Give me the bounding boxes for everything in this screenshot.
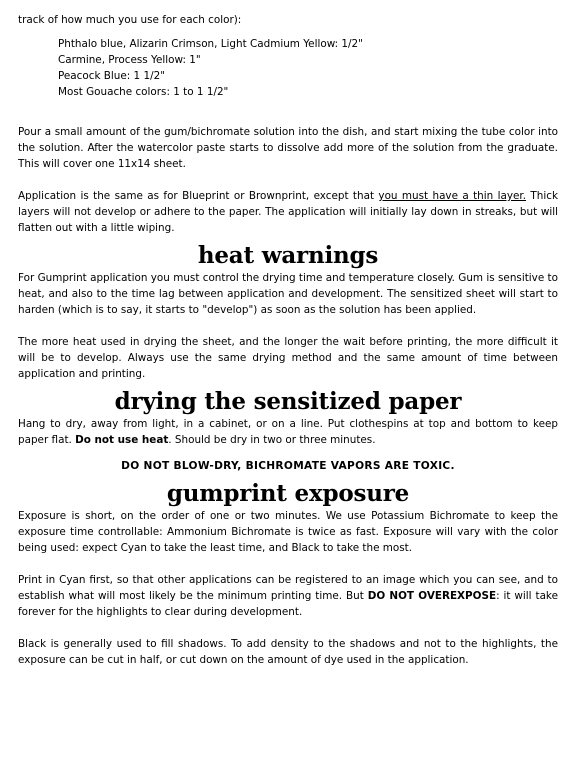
no-heat-emphasis: Do not use heat <box>75 434 169 446</box>
application-text-start: Application is the same as for Blueprint or Brownprint, except that <box>18 190 379 202</box>
application-paragraph <box>18 188 558 236</box>
color-amount-list <box>58 36 558 100</box>
overexpose-emphasis: DO NOT OVEREXPOSE <box>367 590 497 602</box>
mixing-paragraph: Pour a small amount of the gum/bichromate solution into the dish, and start mixing the tube color into the solution. After the watercolor paste starts to dissolve add more of the solution from the graduate. This will cover one 11x14 sheet. <box>18 126 558 170</box>
exposure-paragraph-1: Exposure is short, on the order of one or two minutes. We use Potassium Bichromate to keep the exposure time controllable: Ammonium Bichromate is twice as fast. Exposure will vary with the color being used: expect Cyan to take the least time, and Black to take the most. <box>18 510 558 554</box>
drying-paragraph <box>18 416 558 448</box>
heat-paragraph-1: For Gumprint application you must control the drying time and temperature closely. Gum is sensitive to heat, and also to the time lag between application and development. The sensitized sheet will start to harden (which is to say, it starts to "develop") as soon as the solution has been applied. <box>18 272 558 316</box>
heat-paragraph-2: The more heat used in drying the sheet, and the longer the wait before printing, the more difficult it will be to develop. Always use the same drying method and the same amount of time between application and printing. <box>18 336 558 380</box>
toxic-vapor-warning: DO NOT BLOW-DRY, BICHROMATE VAPORS ARE TOXIC. <box>121 460 455 472</box>
drying-text-start: Hang to dry, away from light, in a cabinet, or on a line. Put clothespins at top and bottom to keep paper flat. <box>18 418 558 446</box>
application-text-end: Thick layers will not develop or adhere to the paper. The application will initially lay down in streaks, but will flatten out with a little wiping. <box>18 190 558 234</box>
intro-line: track of how much you use for each color): <box>18 14 242 26</box>
exposure-heading: gumprint exposure <box>166 480 410 507</box>
color-amount-item: Carmine, Process Yellow: 1" <box>58 54 201 66</box>
color-amount-item: Peacock Blue: 1 1/2" <box>58 70 165 82</box>
color-amount-item: Most Gouache colors: 1 to 1 1/2" <box>58 86 229 98</box>
color-amount-item: Phthalo blue, Alizarin Crimson, Light Cadmium Yellow: 1/2" <box>58 38 363 50</box>
exposure-paragraph-2 <box>18 572 558 620</box>
exposure-text-start: Print in Cyan first, so that other applications can be registered to an image which you can see, and to establish what will most likely be the minimum printing time. But <box>18 574 558 602</box>
exposure-paragraph-3: Black is generally used to fill shadows. To add density to the shadows and not to the highlights, the exposure can be cut in half, or cut down on the amount of dye used in the application. <box>18 638 558 666</box>
thin-layer-emphasis: you must have a thin layer. <box>378 190 527 202</box>
drying-heading: drying the sensitized paper <box>114 388 462 415</box>
drying-text-end: . Should be dry in two or three minutes. <box>168 434 376 446</box>
document-page <box>18 12 558 668</box>
heat-warnings-heading: heat warnings <box>197 242 379 269</box>
exposure-text-end: : it will take forever for the highlights to clear during development. <box>18 590 558 618</box>
